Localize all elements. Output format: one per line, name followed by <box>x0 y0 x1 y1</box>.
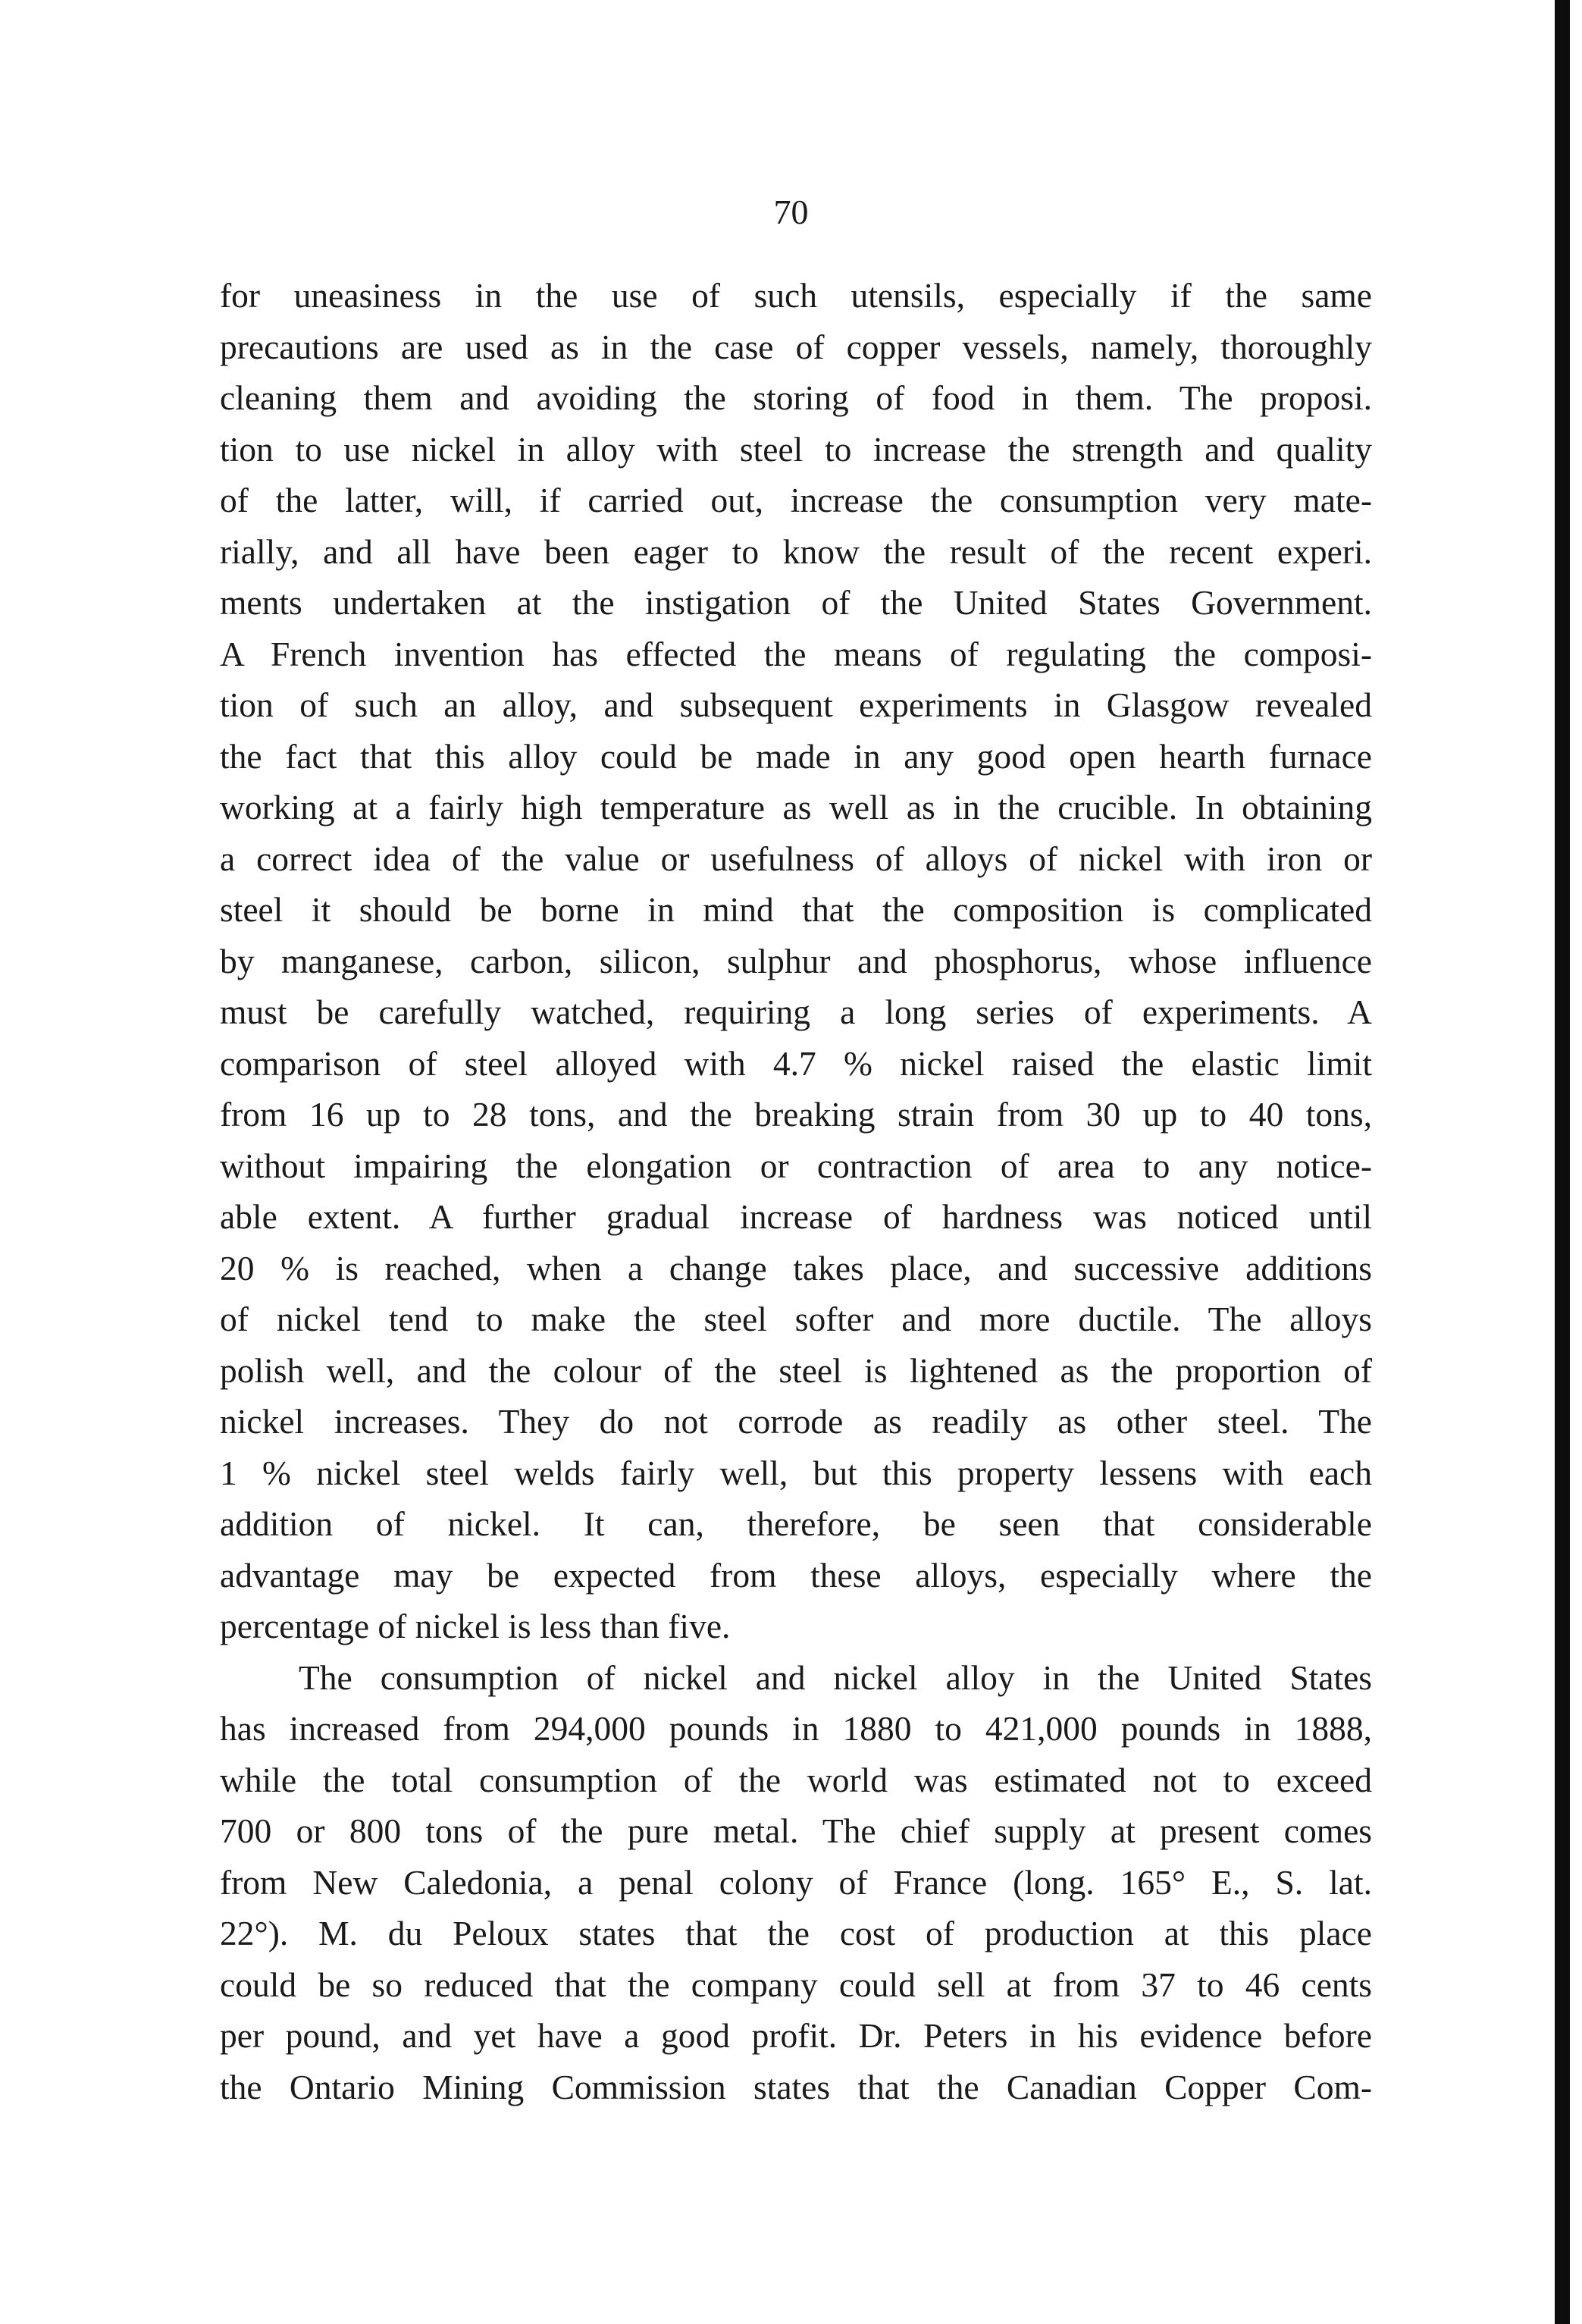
text-line: the fact that this alloy could be made in any good open hearth furnace <box>220 736 1372 776</box>
text-line: polish well, and the colour of the steel is lightened as the proportion of <box>220 1350 1372 1390</box>
text-line: steel it should be borne in mind that the composition is complicated <box>220 890 1372 929</box>
text-line: a correct idea of the value or usefulness of alloys of nickel with iron or <box>220 839 1372 878</box>
body-text <box>220 270 1372 2112</box>
text-line: has increased from 294,000 pounds in 1880 to 421,000 pounds in 1888, <box>220 1709 1372 1748</box>
binding-edge <box>1555 0 1570 2324</box>
text-line: from 16 up to 28 tons, and the breaking strain from 30 up to 40 tons, <box>220 1095 1372 1134</box>
text-line: working at a fairly high temperature as well as in the crucible. In obtaining <box>220 788 1372 826</box>
text-line: able extent. A further gradual increase of hardness was noticed until <box>220 1197 1372 1236</box>
text-line: of the latter, will, if carried out, increase the consumption very mate- <box>220 481 1372 519</box>
text-line: the Ontario Mining Commission states that the Canadian Copper Com- <box>220 2067 1372 2106</box>
text-line: for uneasiness in the use of such utensils, especially if the same <box>220 276 1372 315</box>
text-line: per pound, and yet have a good profit. Dr. Peters in his evidence before <box>220 2016 1372 2055</box>
text-line: The consumption of nickel and nickel alloy in the United States <box>299 1658 1372 1697</box>
text-line: nickel increases. They do not corrode as readily as other steel. The <box>220 1402 1372 1441</box>
text-line: 22°). M. du Peloux states that the cost of production at this place <box>220 1914 1372 1952</box>
text-line: rially, and all have been eager to know the result of the recent experi. <box>220 532 1372 571</box>
text-line: 1 % nickel steel welds fairly well, but this property lessens with each <box>220 1453 1372 1492</box>
text-line: tion to use nickel in alloy with steel to increase the strength and quality <box>220 429 1372 469</box>
text-line: could be so reduced that the company could sell at from 37 to 46 cents <box>220 1965 1372 2004</box>
text-line: comparison of steel alloyed with 4.7 % nickel raised the elastic limit <box>220 1043 1372 1083</box>
text-line: percentage of nickel is less than five. <box>220 1607 731 1645</box>
text-line: must be carefully watched, requiring a long series of experiments. A <box>220 993 1372 1031</box>
text-line: addition of nickel. It can, therefore, be seen that considerable <box>220 1504 1372 1543</box>
page-number: 70 <box>773 193 809 231</box>
text-line: tion of such an alloy, and subsequent experiments in Glasgow revealed <box>220 685 1372 724</box>
text-line: without impairing the elongation or contraction of area to any notice- <box>220 1146 1372 1185</box>
text-line: A French invention has effected the means of regulating the composi- <box>220 634 1372 673</box>
text-line: ments undertaken at the instigation of the United States Government. <box>220 583 1372 622</box>
text-line: advantage may be expected from these alloys, especially where the <box>220 1555 1372 1595</box>
paragraph <box>220 270 1372 1652</box>
text-line: by manganese, carbon, silicon, sulphur and phosphorus, whose influence <box>220 941 1372 980</box>
text-line: while the total consumption of the world was estimated not to exceed <box>220 1760 1372 1799</box>
text-line: from New Caledonia, a penal colony of France (long. 165° E., S. lat. <box>220 1862 1372 1902</box>
text-line: 700 or 800 tons of the pure metal. The chief supply at present comes <box>220 1811 1372 1850</box>
text-line: 20 % is reached, when a change takes place, and successive additions <box>220 1248 1372 1287</box>
text-line: cleaning them and avoiding the storing of food in them. The proposi. <box>220 378 1372 417</box>
paragraph <box>220 1652 1372 2113</box>
text-line: precautions are used as in the case of copper vessels, namely, thoroughly <box>220 327 1372 366</box>
text-line: of nickel tend to make the steel softer and more ductile. The alloys <box>220 1300 1372 1338</box>
